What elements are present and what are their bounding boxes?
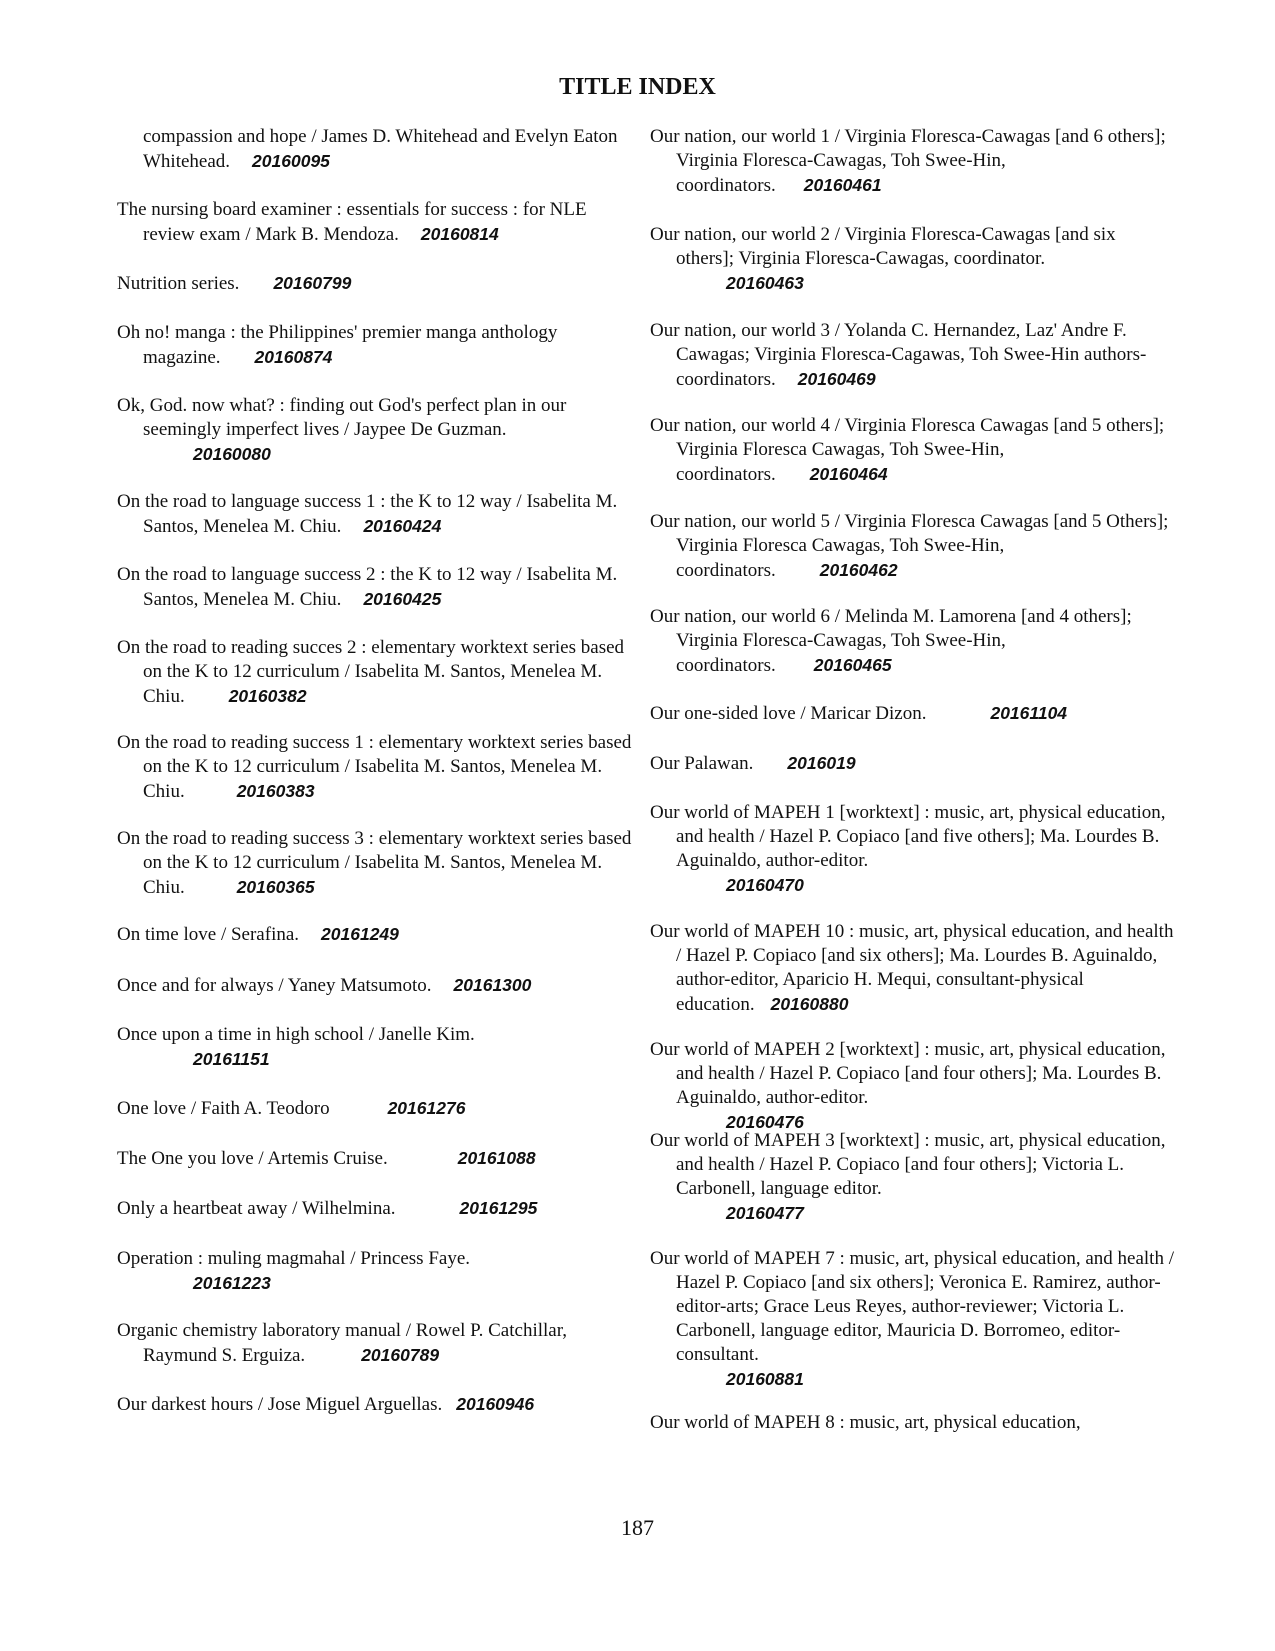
index-entry [117, 973, 643, 998]
entry-text: Our world of MAPEH 7 : music, art, physical education, and health / Hazel P. Copiaco [and six others]; Veronica E. Ramirez, author-editor-arts; Grace Leus Reyes, author-reviewer; Victoria L. Carbonell, language editor, Mauricia D. Borromeo, editor-consultant. [650, 1248, 1174, 1365]
entry-text: Ok, God. now what? : finding out God's perfect plan in our seemingly imperfect lives / Jaypee De Guzman. [117, 395, 567, 440]
entry-number: 20160814 [420, 224, 499, 244]
entry-text: Our one-sided love / Maricar Dizon. [650, 703, 927, 724]
index-entry [117, 1196, 643, 1221]
entry-text: On the road to reading success 1 : elementary worktext series based on the K to 12 curriculum / Isabelita M. Santos, Menelea M. Chiu. [117, 732, 632, 802]
entry-text: Our nation, our world 2 / Virginia Floresca-Cawagas [and six others]; Virginia Floresca-Cawagas, coordinator. [650, 224, 1116, 269]
entry-number: 20160463 [726, 273, 804, 293]
index-entry [650, 223, 1176, 295]
entry-number: 20160946 [456, 1394, 535, 1414]
index-entry [117, 636, 643, 709]
entry-number: 20161276 [387, 1098, 466, 1118]
entry-number: 20161295 [459, 1198, 538, 1218]
index-entry [117, 1146, 643, 1171]
index-entry [650, 801, 1176, 897]
entry-number: 20160470 [726, 875, 804, 895]
entry-number: 20160469 [797, 369, 876, 389]
entry-number: 20161104 [990, 703, 1068, 723]
entry-text: Our world of MAPEH 8 : music, art, physical education, [650, 1412, 1081, 1433]
entry-number: 20160465 [813, 655, 892, 675]
entry-number: 20161249 [321, 924, 399, 944]
entry-number: 20160365 [236, 877, 315, 897]
entry-number: 20160874 [254, 347, 333, 367]
entry-number: 20160425 [363, 589, 442, 609]
entry-text: Oh no! manga : the Philippines' premier manga anthology magazine. [117, 322, 558, 368]
entry-text: The One you love / Artemis Cruise. [117, 1148, 388, 1169]
index-entry [117, 1392, 643, 1417]
index-entry [117, 125, 643, 174]
index-entry [117, 1023, 643, 1071]
entry-text: The nursing board examiner : essentials for success : for NLE review exam / Mark B. Mendoza. [117, 199, 587, 245]
index-entry [650, 510, 1176, 583]
index-entry [117, 490, 643, 539]
index-entry [117, 271, 643, 296]
index-entry [650, 751, 1176, 776]
entry-number: 20160881 [726, 1369, 804, 1389]
index-entry [650, 1129, 1176, 1225]
entry-text: compassion and hope / James D. Whitehead and Evelyn Eaton Whitehead. [143, 126, 618, 172]
page-title: TITLE INDEX [559, 74, 716, 100]
entry-text: Our nation, our world 4 / Virginia Floresca Cawagas [and 5 others]; Virginia Floresca Cawagas, Toh Swee-Hin, coordinators. [650, 415, 1165, 485]
entry-text: One love / Faith A. Teodoro [117, 1098, 330, 1119]
entry-number: 20160789 [361, 1345, 440, 1365]
entry-text: On the road to reading success 3 : elementary worktext series based on the K to 12 curriculum / Isabelita M. Santos, Menelea M. Chiu. [117, 828, 632, 898]
entry-number: 20160383 [236, 781, 315, 801]
entry-text: Once upon a time in high school / Janelle Kim. [117, 1024, 475, 1045]
index-entry [650, 1411, 1176, 1435]
entry-text: Our world of MAPEH 1 [worktext] : music, art, physical education, and health / Hazel P. Copiaco [and five others]; Ma. Lourdes B. Aguinaldo, author-editor. [650, 802, 1166, 871]
entry-text: Our world of MAPEH 3 [worktext] : music, art, physical education, and health / Hazel P. Copiaco [and four others]; Victoria L. Carbonell, language editor. [650, 1130, 1166, 1199]
entry-number: 20160477 [726, 1203, 804, 1223]
index-entry [650, 701, 1176, 726]
entry-number: 20160461 [803, 175, 882, 195]
entry-text: On time love / Serafina. [117, 924, 300, 945]
index-entry [650, 1038, 1176, 1134]
entry-text: Our nation, our world 3 / Yolanda C. Hernandez, Laz' Andre F. Cawagas; Virginia Floresca-Cagawas, Toh Swee-Hin authors-coordinators. [650, 320, 1147, 390]
index-entry [650, 605, 1176, 678]
page-number: 187 [621, 1515, 654, 1540]
index-entry [117, 1319, 643, 1368]
entry-number: 20161223 [193, 1273, 271, 1293]
index-entry [650, 125, 1176, 198]
index-entry [117, 1096, 643, 1121]
entry-text: Our world of MAPEH 2 [worktext] : music, art, physical education, and health / Hazel P. Copiaco [and four others]; Ma. Lourdes B. Aguinaldo, author-editor. [650, 1039, 1166, 1108]
entry-number: 2016019 [787, 753, 856, 773]
entry-number: 20160095 [252, 151, 330, 171]
entry-text: On the road to reading succes 2 : elementary worktext series based on the K to 12 curriculum / Isabelita M. Santos, Menelea M. Chiu. [117, 637, 625, 707]
index-entry [117, 321, 643, 370]
index-entry [650, 1247, 1176, 1391]
entry-text: Only a heartbeat away / Wilhelmina. [117, 1198, 396, 1219]
entry-text: Organic chemistry laboratory manual / Rowel P. Catchillar, Raymund S. Erguiza. [117, 1320, 568, 1366]
index-entry [117, 394, 643, 466]
entry-number: 20160382 [228, 686, 307, 706]
entry-text: On the road to language success 2 : the K to 12 way / Isabelita M. Santos, Menelea M. Chiu. [117, 564, 618, 610]
entry-number: 20161300 [453, 975, 532, 995]
index-entry [650, 319, 1176, 392]
entry-text: Our darkest hours / Jose Miguel Arguellas. [117, 1394, 443, 1415]
index-entry [650, 414, 1176, 487]
entry-text: Our world of MAPEH 10 : music, art, physical education, and health / Hazel P. Copiaco [and six others]; Ma. Lourdes B. Aguinaldo, author-editor, Aparicio H. Mequi, consultant-physical education. [650, 921, 1174, 1015]
index-entry [117, 731, 643, 804]
entry-text: Once and for always / Yaney Matsumoto. [117, 975, 432, 996]
entry-number: 20160424 [363, 516, 442, 536]
index-entry [117, 922, 643, 947]
entry-number: 20160464 [809, 464, 888, 484]
entry-text: Our nation, our world 1 / Virginia Floresca-Cawagas [and 6 others]; Virginia Floresca-Cawagas, Toh Swee-Hin, coordinators. [650, 126, 1166, 196]
index-entry [650, 920, 1176, 1017]
entry-number: 20160080 [193, 444, 271, 464]
entry-text: Operation : muling magmahal / Princess Faye. [117, 1248, 471, 1269]
entry-number: 20160799 [273, 273, 352, 293]
entry-number: 20161151 [193, 1049, 270, 1069]
entry-text: Our nation, our world 5 / Virginia Floresca Cawagas [and 5 Others]; Virginia Floresca Cawagas, Toh Swee-Hin, coordinators. [650, 511, 1169, 581]
index-entry [117, 1247, 643, 1295]
index-entry [117, 198, 643, 247]
entry-number: 20160476 [726, 1112, 804, 1132]
entry-text: Our Palawan. [650, 753, 754, 774]
entry-number: 20160462 [819, 560, 898, 580]
entry-text: Nutrition series. [117, 273, 240, 294]
entry-number: 20161088 [457, 1148, 536, 1168]
entry-text: On the road to language success 1 : the K to 12 way / Isabelita M. Santos, Menelea M. Chiu. [117, 491, 618, 537]
index-entry [117, 827, 643, 900]
index-entry [117, 563, 643, 612]
entry-text: Our nation, our world 6 / Melinda M. Lamorena [and 4 others]; Virginia Floresca-Cawagas, Toh Swee-Hin, coordinators. [650, 606, 1132, 676]
entry-number: 20160880 [770, 994, 849, 1014]
